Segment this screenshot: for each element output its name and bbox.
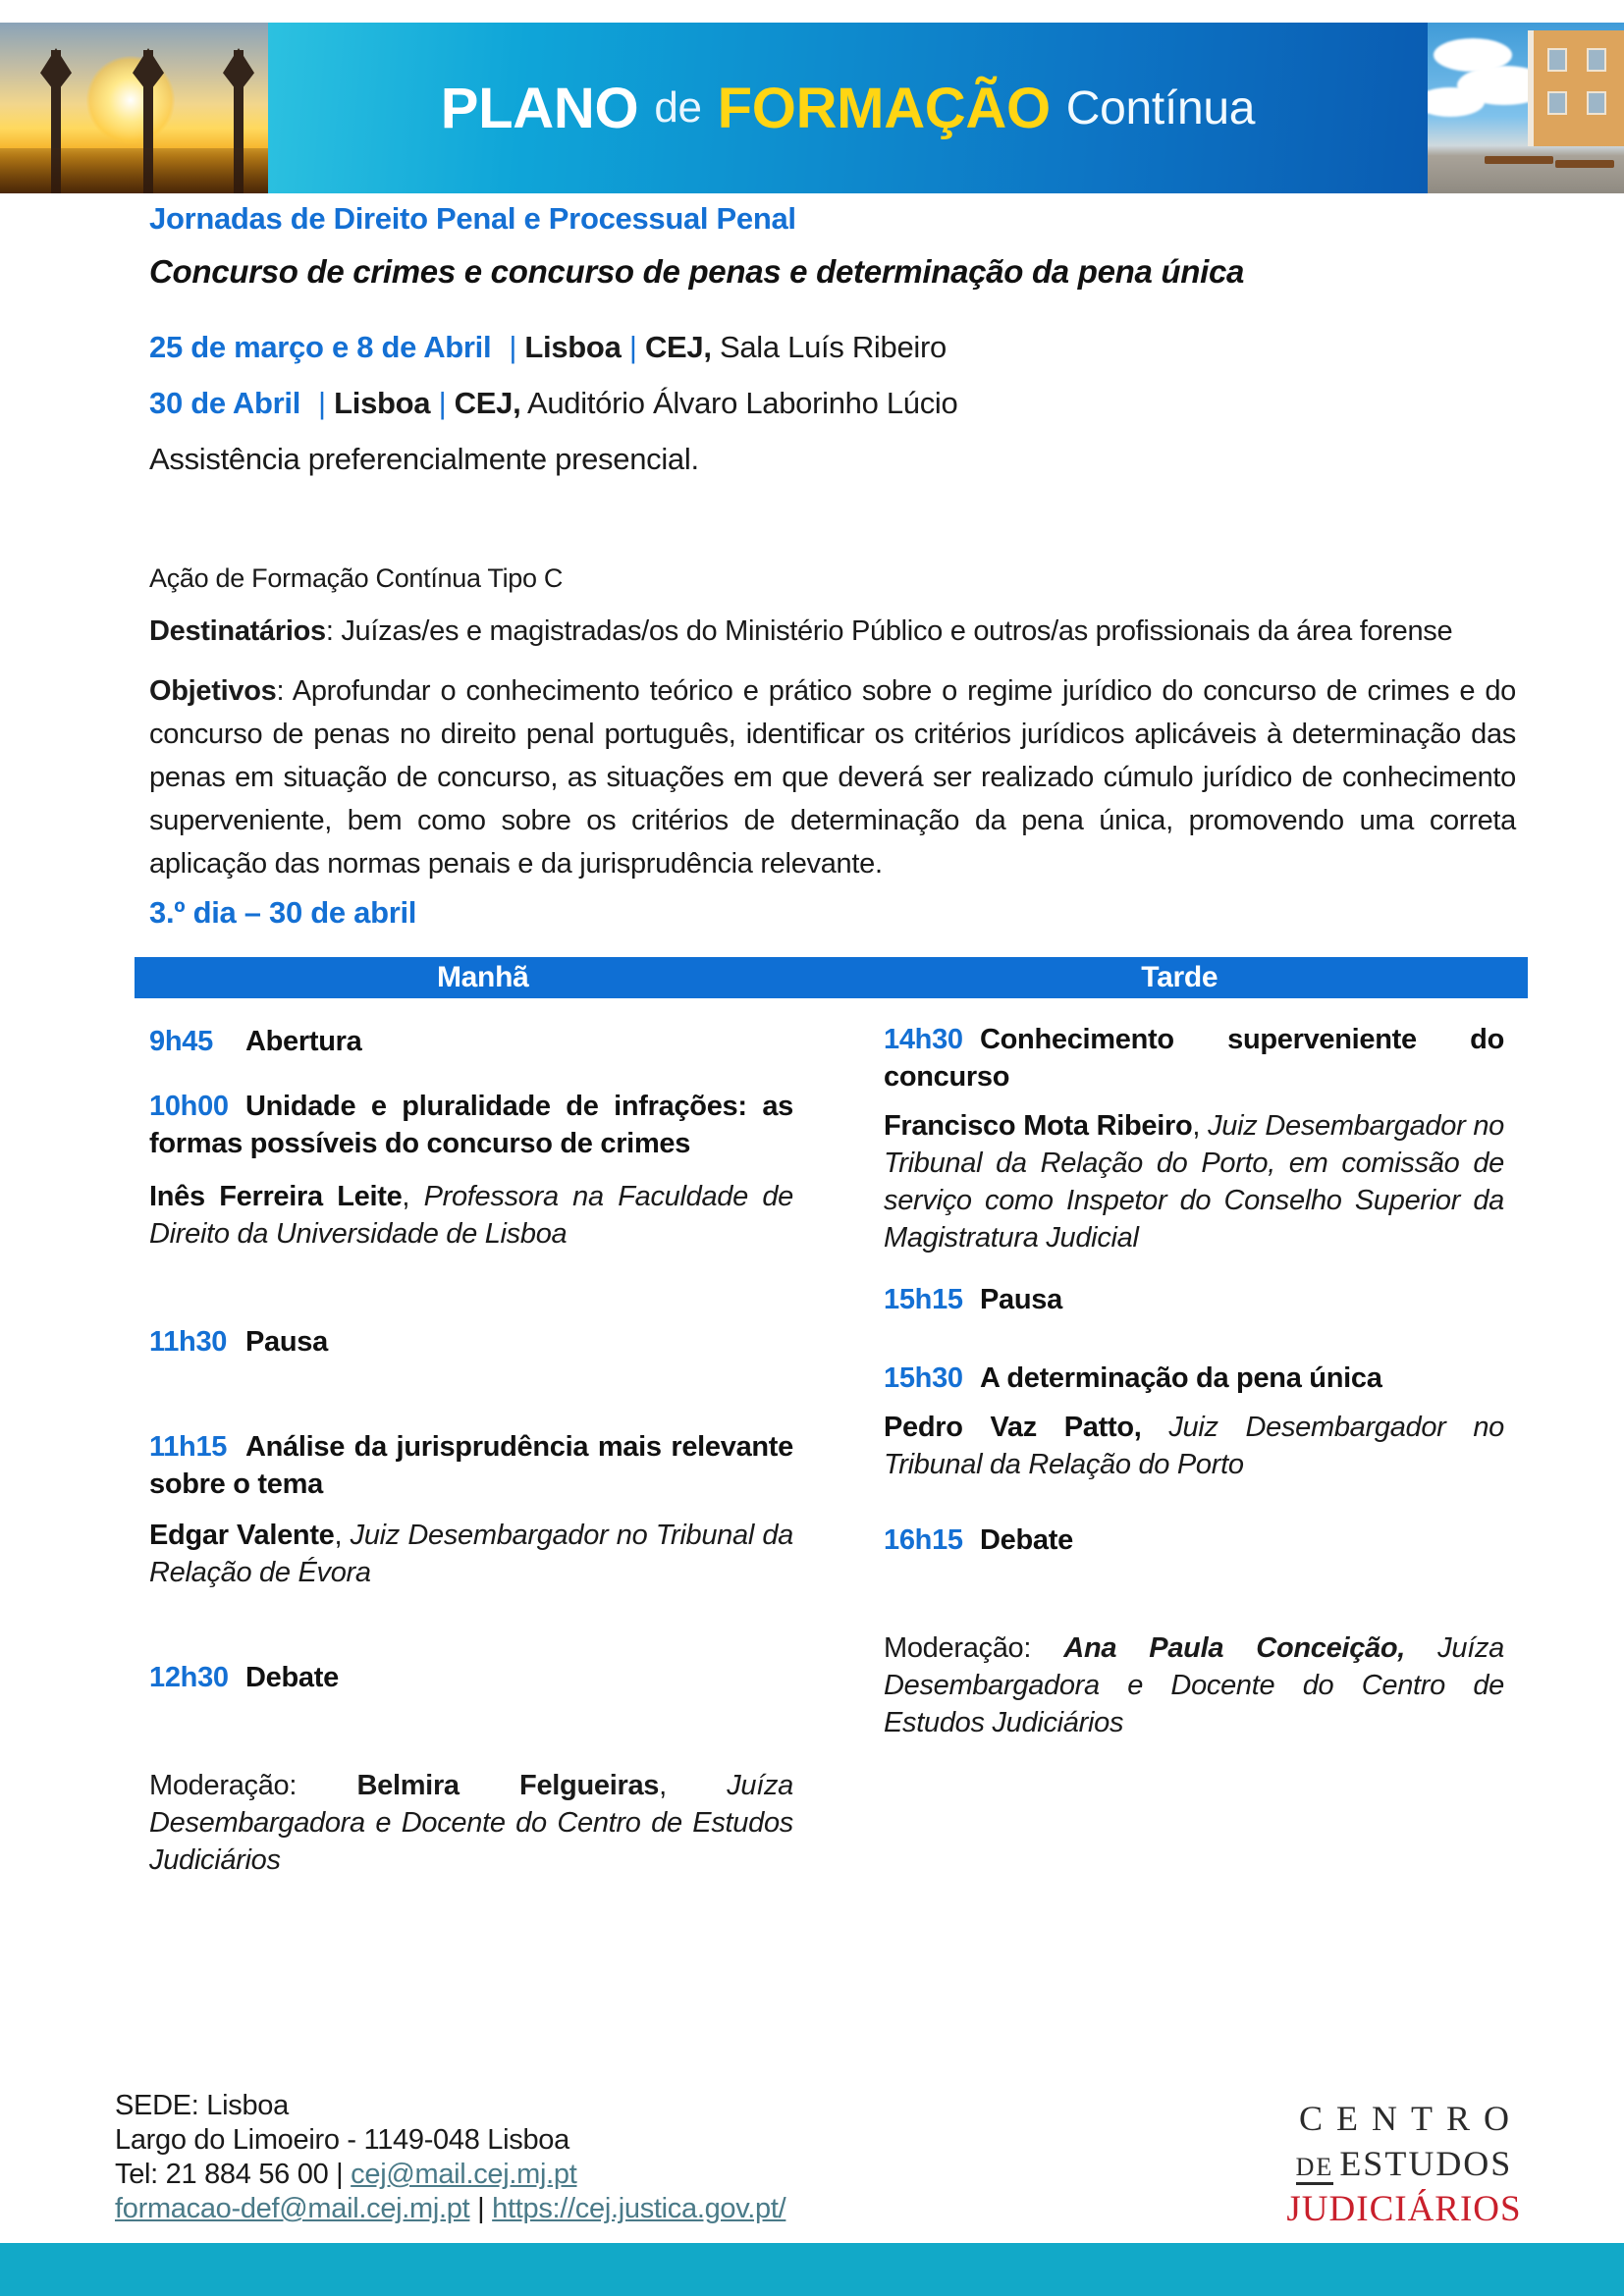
moderation-label: Moderação: xyxy=(884,1632,1032,1664)
moderation-entry xyxy=(884,1629,1504,1741)
entry-title: Unidade e pluralidade de infrações: as formas possíveis do concurso de crimes xyxy=(149,1091,793,1159)
speaker-entry xyxy=(149,1178,793,1253)
schedule-entry xyxy=(149,1088,793,1162)
entry-title: Pausa xyxy=(980,1284,1062,1315)
speaker-entry xyxy=(884,1107,1504,1256)
course-title: Concurso de crimes e concurso de penas e determinação da pena única xyxy=(149,253,1245,290)
footer-formacao-email-link[interactable]: formacao-def@mail.cej.mj.pt xyxy=(115,2193,470,2224)
entry-title: Análise da jurisprudência mais relevante sobre o tema xyxy=(149,1431,793,1500)
speaker-role: Professora na Faculdade de Direito da Universidade de Lisboa xyxy=(149,1181,793,1250)
session-line-2 xyxy=(149,386,1516,421)
entry-time: 14h30 xyxy=(884,1024,963,1055)
speaker-name: Edgar Valente xyxy=(149,1520,335,1551)
entry-time: 10h00 xyxy=(149,1091,229,1122)
entry-title: A determinação da pena única xyxy=(980,1362,1382,1394)
schedule-entry xyxy=(149,1323,793,1361)
window-shape xyxy=(1587,48,1606,72)
moderator-name: Ana Paula Conceição, xyxy=(1063,1632,1406,1664)
schedule-entry xyxy=(884,1360,1504,1397)
entry-time: 11h30 xyxy=(149,1326,228,1358)
footer-accent-bar xyxy=(0,2243,1624,2296)
separator: , xyxy=(1192,1110,1209,1142)
session-line-1 xyxy=(149,330,1516,365)
course-type: Ação de Formação Contínua Tipo C xyxy=(149,563,564,593)
footer-tel-line xyxy=(115,2158,920,2192)
pipe-separator: | xyxy=(509,330,517,364)
speaker-name: Inês Ferreira Leite xyxy=(149,1181,403,1212)
schedule-entry xyxy=(884,1281,1504,1318)
entry-time: 15h30 xyxy=(884,1362,963,1394)
footer-links-line xyxy=(115,2192,920,2226)
building-photo xyxy=(1428,23,1624,193)
objectives-paragraph xyxy=(149,669,1516,885)
session-city: Lisboa xyxy=(334,386,431,420)
schedule-entry xyxy=(149,1023,793,1060)
speaker-name: Francisco Mota Ribeiro xyxy=(884,1110,1193,1142)
pipe-separator: | xyxy=(628,330,637,364)
program-title: Jornadas de Direito Penal e Processual Penal xyxy=(149,201,796,236)
recipients-line xyxy=(149,615,1516,648)
skyline-shape xyxy=(0,148,268,193)
schedule-entry xyxy=(149,1428,793,1503)
session-org: CEJ, xyxy=(454,386,521,420)
speaker-role: Juiz Desembargador no Tribunal da Relação do Porto xyxy=(884,1412,1504,1480)
column-header-morning: Manhã xyxy=(436,961,529,993)
session-venue: Auditório Álvaro Laborinho Lúcio xyxy=(520,386,958,420)
footer-tel: Tel: 21 884 56 00 | xyxy=(115,2159,352,2190)
building-shape xyxy=(1528,30,1624,146)
entry-title: Conhecimento superveniente do concurso xyxy=(884,1024,1504,1093)
banner-word-de: de xyxy=(654,83,702,132)
session-org: CEJ, xyxy=(644,330,712,364)
banner-word-continua: Contínua xyxy=(1065,81,1256,134)
moderator-role: Juíza Desembargadora e Docente do Centro de Estudos Judiciários xyxy=(884,1632,1504,1738)
separator xyxy=(1405,1632,1437,1664)
schedule-header-bar xyxy=(135,957,1528,998)
session-date: 30 de Abril xyxy=(149,386,301,420)
column-header-afternoon: Tarde xyxy=(1141,961,1218,993)
speaker-entry xyxy=(884,1409,1504,1483)
logo-centro: CENTRO xyxy=(1299,2099,1523,2138)
day-heading: 3.º dia – 30 de abril xyxy=(149,895,417,930)
entry-time: 16h15 xyxy=(884,1524,963,1556)
speaker-role: Juiz Desembargador no Tribunal da Relação do Porto, em comissão de serviço como Inspetor do Conselho Superior da Magistratura Judicial xyxy=(884,1110,1505,1254)
separator: , xyxy=(334,1520,351,1551)
moderator-name: Belmira Felgueiras xyxy=(356,1770,660,1801)
session-city: Lisboa xyxy=(524,330,622,364)
window-shape xyxy=(1547,91,1567,115)
moderation-entry xyxy=(149,1767,793,1879)
entry-time: 11h15 xyxy=(149,1431,228,1463)
bench-shape xyxy=(1485,156,1553,164)
logo-de-estudos xyxy=(1267,2143,1542,2184)
footer-contact-block xyxy=(115,2089,920,2226)
entry-title: Pausa xyxy=(245,1326,328,1358)
pipe-separator: | xyxy=(438,386,447,420)
session-date: 25 de março e 8 de Abril xyxy=(149,330,492,364)
entry-title: Debate xyxy=(980,1524,1073,1556)
banner-word-formacao: FORMAÇÃO xyxy=(717,76,1051,140)
footer-website-link[interactable]: https://cej.justica.gov.pt/ xyxy=(492,2193,786,2224)
entry-time: 12h30 xyxy=(149,1662,229,1693)
footer-sede: SEDE: Lisboa xyxy=(115,2090,289,2121)
entry-time: 9h45 xyxy=(149,1026,213,1057)
entry-title: Abertura xyxy=(245,1026,362,1057)
recipients-text: : Juízas/es e magistradas/os do Ministério Público e outros/as profissionais da área forense xyxy=(325,615,1453,647)
footer-email-link[interactable]: cej@mail.cej.mj.pt xyxy=(351,2159,577,2190)
entry-title: Debate xyxy=(245,1662,339,1693)
separator xyxy=(1142,1412,1169,1443)
header-banner xyxy=(0,23,1624,193)
moderator-role: Juíza Desembargadora e Docente do Centro de Estudos Judiciários xyxy=(149,1770,794,1876)
logo-estudos: ESTUDOS xyxy=(1339,2144,1513,2183)
schedule-entry xyxy=(149,1659,793,1696)
entry-time: 15h15 xyxy=(884,1284,963,1315)
banner-title xyxy=(268,23,1428,193)
speaker-name: Pedro Vaz Patto, xyxy=(884,1412,1142,1443)
speaker-entry xyxy=(149,1517,793,1591)
footer-address: Largo do Limoeiro - 1149-048 Lisboa xyxy=(115,2124,569,2156)
moderation-label: Moderação: xyxy=(149,1770,298,1801)
sunset-photo xyxy=(0,23,268,193)
recipients-label: Destinatários xyxy=(149,615,326,647)
logo-judiciarios: JUDICIÁRIOS xyxy=(1286,2189,1522,2229)
speaker-role: Juiz Desembargador no Tribunal da Relação de Évora xyxy=(149,1520,793,1588)
pipe-separator: | xyxy=(318,386,326,420)
schedule-entry xyxy=(884,1522,1504,1559)
separator: , xyxy=(402,1181,424,1212)
attendance-note: Assistência preferencialmente presencial. xyxy=(149,442,699,476)
session-venue: Sala Luís Ribeiro xyxy=(711,330,947,364)
schedule-entry xyxy=(884,1021,1504,1095)
objectives-label: Objetivos xyxy=(149,675,277,707)
separator: | xyxy=(469,2193,493,2224)
cej-logo xyxy=(1267,2098,1542,2230)
logo-de: DE xyxy=(1296,2153,1334,2185)
window-shape xyxy=(1587,91,1606,115)
bench-shape xyxy=(1555,160,1614,168)
objectives-text: : Aprofundar o conhecimento teórico e prático sobre o regime jurídico do concurso de crimes e do concurso de penas no direito penal português, identificar os critérios jurídicos aplicáveis à determinação das penas em situação de concurso, as situações em que deverá ser realizado cúmulo jurídico de conhecimento superveniente, bem como sobre os critérios de determinação da pena única, promovendo uma correta aplicação das normas penais e da jurisprudência relevante. xyxy=(149,675,1516,880)
banner-word-plano: PLANO xyxy=(440,76,639,140)
cloud-shape xyxy=(1428,87,1485,117)
window-shape xyxy=(1547,48,1567,72)
separator: , xyxy=(659,1770,728,1801)
